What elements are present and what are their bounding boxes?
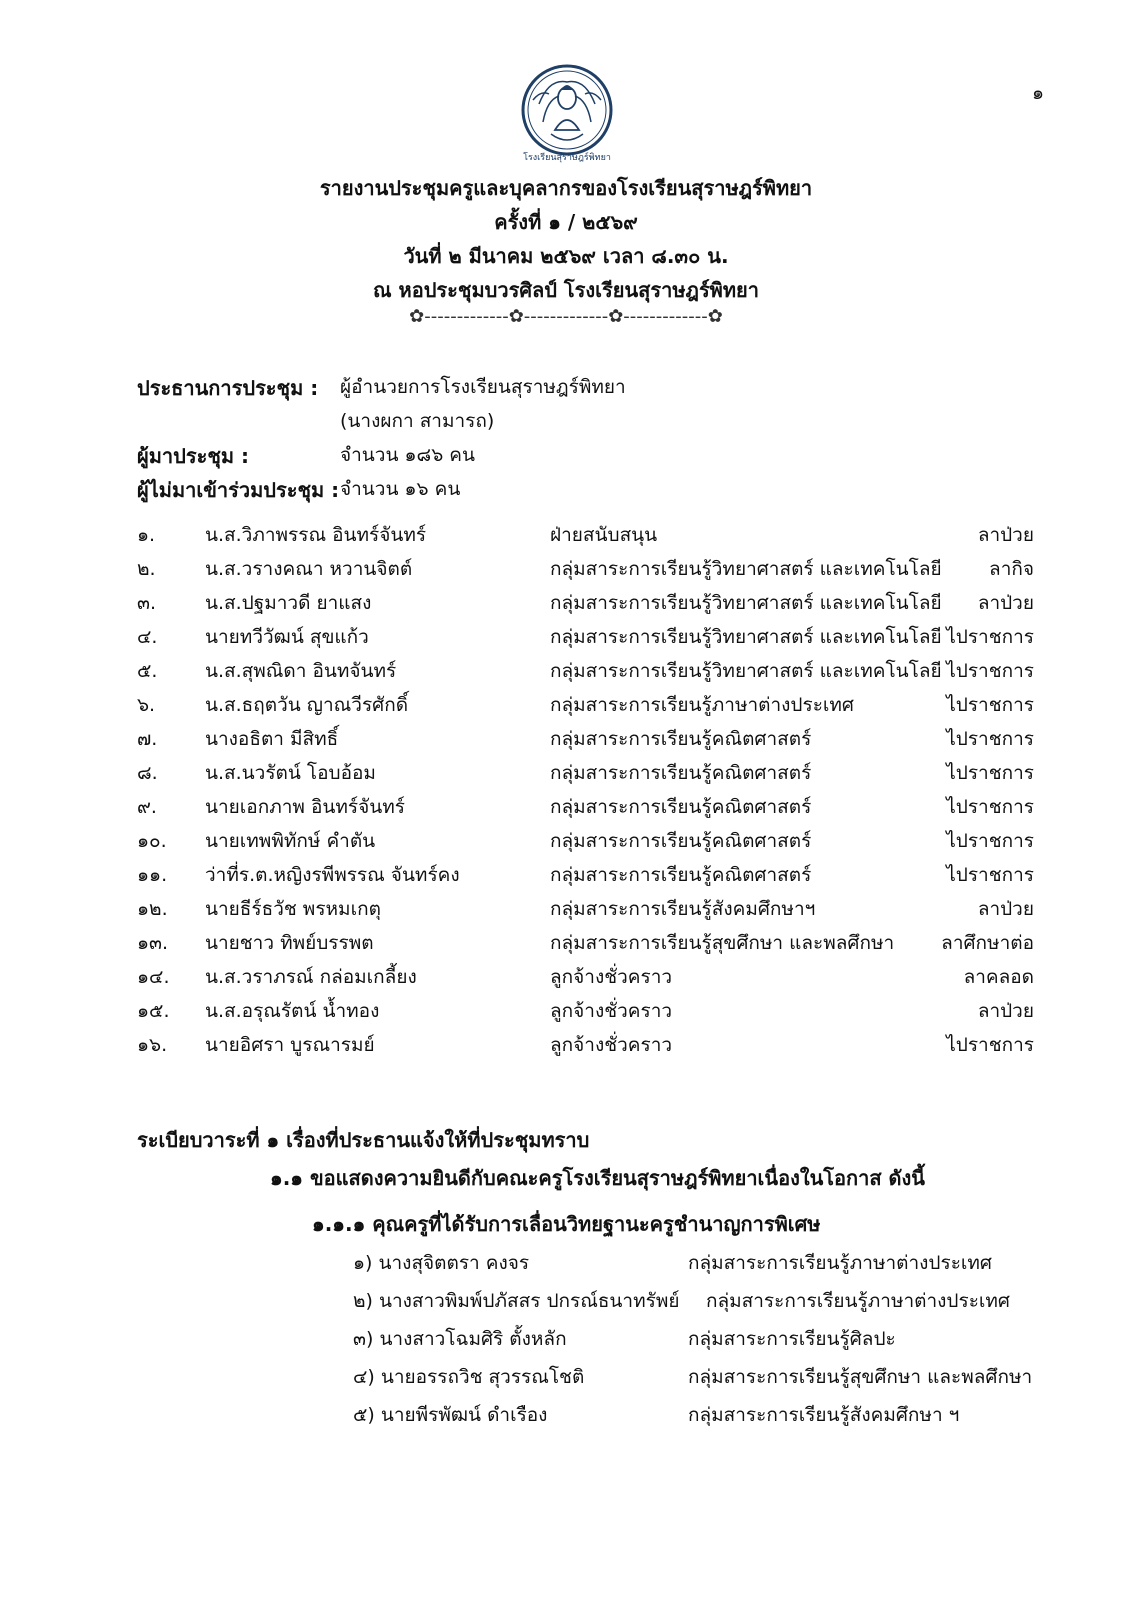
absentee-dept: กลุ่มสาระการเรียนรู้คณิตศาสตร์	[550, 830, 812, 852]
honoree-name: ๕) นายพีรพัฒน์ ดำเรือง	[353, 1404, 548, 1426]
absentee-dept: กลุ่มสาระการเรียนรู้สังคมศึกษาฯ	[550, 898, 816, 920]
absentee-no: ๙.	[137, 796, 157, 818]
absentee-no: ๖.	[137, 694, 156, 716]
absentee-name: น.ส.วิภาพรรณ อินทร์จันทร์	[205, 524, 427, 546]
logo-text: โรงเรียนสุราษฎร์พิทยา	[523, 153, 611, 163]
absent-value: จำนวน ๑๖ คน	[340, 478, 461, 500]
absentee-no: ๑.	[137, 524, 156, 546]
absentee-row	[0, 690, 1132, 724]
absentee-no: ๓.	[137, 592, 157, 614]
agenda-item: ๑.๑ ขอแสดงความยินดีกับคณะครูโรงเรียนสุราษฎร์พิทยาเนื่องในโอกาส ดังนี้	[270, 1166, 925, 1190]
school-logo	[519, 60, 615, 170]
absentee-status: ลาป่วย	[977, 1000, 1034, 1022]
absentee-status: ไปราชการ	[946, 728, 1034, 750]
absentee-status: ลาคลอด	[963, 966, 1034, 988]
absentee-row	[0, 758, 1132, 792]
honoree-dept: กลุ่มสาระการเรียนรู้ศิลปะ	[688, 1328, 896, 1350]
absentee-row	[0, 996, 1132, 1030]
absentee-name: น.ส.วรางคณา หวานจิตต์	[205, 558, 413, 580]
absentee-name: น.ส.วราภรณ์ กล่อมเกลี้ยง	[205, 966, 417, 988]
absentee-name: น.ส.นวรัตน์ โอบอ้อม	[205, 762, 376, 784]
absentee-dept: ลูกจ้างชั่วคราว	[550, 1000, 673, 1022]
absentee-status: ไปราชการ	[946, 694, 1034, 716]
absentee-row	[0, 724, 1132, 758]
absentee-dept: กลุ่มสาระการเรียนรู้วิทยาศาสตร์ และเทคโนโลยี	[550, 626, 942, 648]
chair-label: ประธานการประชุม :	[137, 376, 319, 400]
document-title: รายงานประชุมครูและบุคลากรของโรงเรียนสุราษฎร์พิทยา	[319, 176, 813, 200]
absentee-status: ไปราชการ	[946, 626, 1034, 648]
absentee-dept: กลุ่มสาระการเรียนรู้สุขศึกษา และพลศึกษา	[550, 932, 895, 954]
absentee-no: ๑๓.	[137, 932, 169, 954]
absentee-name: น.ส.ธฤตวัน ญาณวีรศักดิ์	[205, 694, 409, 716]
absentee-dept: ลูกจ้างชั่วคราว	[550, 966, 673, 988]
absentee-status: ลาป่วย	[977, 524, 1034, 546]
absentee-row	[0, 928, 1132, 962]
absentee-dept: ลูกจ้างชั่วคราว	[550, 1034, 673, 1056]
absentee-row	[0, 588, 1132, 622]
absentee-row	[0, 792, 1132, 826]
absentee-dept: กลุ่มสาระการเรียนรู้คณิตศาสตร์	[550, 864, 812, 886]
absentee-row	[0, 622, 1132, 656]
absentee-name: นายเอกภาพ อินทร์จันทร์	[205, 796, 405, 818]
attendees-label: ผู้มาประชุม :	[137, 444, 250, 468]
absentee-dept: กลุ่มสาระการเรียนรู้คณิตศาสตร์	[550, 728, 812, 750]
honoree-dept: กลุ่มสาระการเรียนรู้ภาษาต่างประเทศ	[706, 1290, 1010, 1312]
absentee-row	[0, 520, 1132, 554]
absentee-status: ลากิจ	[989, 558, 1034, 580]
absentee-name: ว่าที่ร.ต.หญิงรพีพรรณ จันทร์คง	[205, 864, 460, 886]
absentee-name: นายเทพพิทักษ์ คำตัน	[205, 830, 376, 852]
absentee-status: ไปราชการ	[946, 830, 1034, 852]
honoree-name: ๔) นายอรรถวิช สุวรรณโชติ	[353, 1366, 585, 1388]
absentee-dept: กลุ่มสาระการเรียนรู้คณิตศาสตร์	[550, 762, 812, 784]
page-number: ๑	[1032, 82, 1045, 104]
absentee-no: ๑๐.	[137, 830, 167, 852]
absentee-row	[0, 1030, 1132, 1064]
absentee-name: นางอธิตา มีสิทธิ์	[205, 728, 339, 750]
absentee-no: ๒.	[137, 558, 156, 580]
absentee-name: นายอิศรา บูรณารมย์	[205, 1034, 375, 1056]
agenda-heading: ระเบียบวาระที่ ๑ เรื่องที่ประธานแจ้งให้ที่ประชุมทราบ	[137, 1128, 590, 1152]
session-number: ครั้งที่ ๑ / ๒๕๖๙	[494, 210, 638, 234]
honoree-dept: กลุ่มสาระการเรียนรู้สุขศึกษา และพลศึกษา	[688, 1366, 1033, 1388]
absentee-status: ไปราชการ	[946, 796, 1034, 818]
chair-value: ผู้อำนวยการโรงเรียนสุราษฎร์พิทยา	[340, 376, 626, 398]
absentee-dept: กลุ่มสาระการเรียนรู้วิทยาศาสตร์ และเทคโนโลยี	[550, 558, 942, 580]
absentee-status: ลาป่วย	[977, 898, 1034, 920]
absentee-no: ๔.	[137, 626, 158, 648]
absentee-row	[0, 656, 1132, 690]
absentee-dept: กลุ่มสาระการเรียนรู้คณิตศาสตร์	[550, 796, 812, 818]
header-divider: ✿-------------✿-------------✿-------------✿	[409, 306, 723, 327]
absentee-status: ไปราชการ	[946, 864, 1034, 886]
absent-label: ผู้ไม่มาเข้าร่วมประชุม :	[137, 478, 340, 502]
absentee-name: นายธีร์ธวัช พรหมเกตุ	[205, 898, 381, 920]
honoree-name: ๒) นางสาวพิมพ์ปภัสสร ปกรณ์ธนาทรัพย์	[353, 1290, 680, 1312]
absentee-no: ๑๑.	[137, 864, 168, 886]
absentee-row	[0, 826, 1132, 860]
absentee-no: ๗.	[137, 728, 158, 750]
absentee-no: ๕.	[137, 660, 158, 682]
absentee-dept: กลุ่มสาระการเรียนรู้วิทยาศาสตร์ และเทคโนโลยี	[550, 592, 942, 614]
honoree-dept: กลุ่มสาระการเรียนรู้สังคมศึกษา ฯ	[688, 1404, 960, 1426]
attendees-value: จำนวน ๑๘๖ คน	[340, 444, 476, 466]
absentee-status: ไปราชการ	[946, 762, 1034, 784]
absentee-no: ๑๔.	[137, 966, 170, 988]
absentee-dept: ฝ่ายสนับสนุน	[550, 524, 658, 546]
absentee-name: น.ส.ปฐมาวดี ยาแสง	[205, 592, 372, 614]
meeting-venue: ณ หอประชุมบวรศิลป์ โรงเรียนสุราษฎร์พิทยา	[373, 278, 759, 302]
absentee-no: ๘.	[137, 762, 158, 784]
absentee-no: ๑๕.	[137, 1000, 170, 1022]
absentee-dept: กลุ่มสาระการเรียนรู้ภาษาต่างประเทศ	[550, 694, 854, 716]
absentee-name: น.ส.สุพณิดา อินทจันทร์	[205, 660, 397, 682]
absentee-status: ลาป่วย	[977, 592, 1034, 614]
honoree-name: ๑) นางสุจิตตรา คงจร	[353, 1252, 530, 1274]
honoree-dept: กลุ่มสาระการเรียนรู้ภาษาต่างประเทศ	[688, 1252, 992, 1274]
absentee-status: ไปราชการ	[946, 1034, 1034, 1056]
agenda-subitem: ๑.๑.๑ คุณครูที่ได้รับการเลื่อนวิทยฐานะครูชำนาญการพิเศษ	[312, 1212, 821, 1236]
absentee-row	[0, 894, 1132, 928]
honoree-name: ๓) นางสาวโฉมศิริ ตั้งหลัก	[353, 1328, 567, 1350]
meeting-datetime: วันที่ ๒ มีนาคม ๒๕๖๙ เวลา ๘.๓๐ น.	[403, 244, 729, 268]
absentee-name: น.ส.อรุณรัตน์ น้ำทอง	[205, 1000, 380, 1022]
absentee-dept: กลุ่มสาระการเรียนรู้วิทยาศาสตร์ และเทคโนโลยี	[550, 660, 942, 682]
absentee-no: ๑๖.	[137, 1034, 168, 1056]
absentee-row	[0, 962, 1132, 996]
absentee-no: ๑๒.	[137, 898, 168, 920]
chair-name: (นางผกา สามารถ)	[340, 410, 495, 432]
absentee-status: ไปราชการ	[946, 660, 1034, 682]
absentee-status: ลาศึกษาต่อ	[941, 932, 1034, 954]
absentee-name: นายทวีวัฒน์ สุขแก้ว	[205, 626, 369, 648]
absentee-row	[0, 860, 1132, 894]
absentee-row	[0, 554, 1132, 588]
absentee-name: นายชาว ทิพย์บรรพต	[205, 932, 374, 954]
